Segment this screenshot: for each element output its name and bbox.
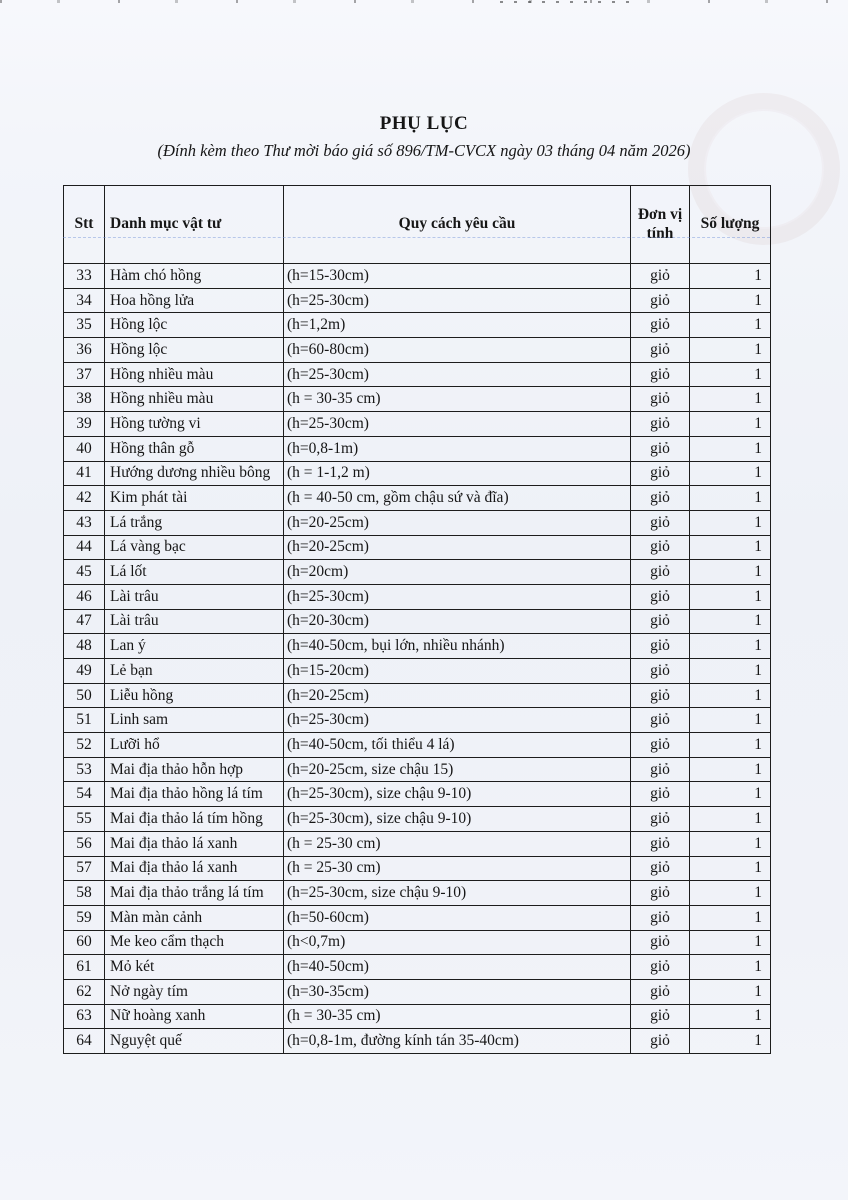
table-row [64,412,771,437]
cell-unit: giỏ [631,856,690,881]
cell-unit: giỏ [631,979,690,1004]
cell-stt: 55 [64,807,105,832]
cell-quantity: 1 [690,683,771,708]
cell-unit: giỏ [631,930,690,955]
cell-spec: (h = 40-50 cm, gồm chậu sứ và đĩa) [284,486,631,511]
cell-stt: 59 [64,905,105,930]
cell-unit: giỏ [631,264,690,289]
cell-name: Mai địa thảo trắng lá tím [105,881,284,906]
cell-quantity: 1 [690,1004,771,1029]
table-row [64,338,771,363]
cell-name: Hồng lộc [105,313,284,338]
cell-spec: (h=20-30cm) [284,609,631,634]
cell-unit: giỏ [631,288,690,313]
cell-quantity: 1 [690,955,771,980]
cell-quantity: 1 [690,412,771,437]
table-row [64,905,771,930]
table-row [64,387,771,412]
cell-name: Lá trắng [105,510,284,535]
cell-spec: (h=25-30cm) [284,362,631,387]
cell-name: Mai địa thảo lá xanh [105,856,284,881]
cell-spec: (h=25-30cm) [284,708,631,733]
cell-unit: giỏ [631,609,690,634]
cell-spec: (h = 1-1,2 m) [284,461,631,486]
cell-stt: 53 [64,757,105,782]
cell-quantity: 1 [690,881,771,906]
cell-unit: giỏ [631,881,690,906]
table-row [64,782,771,807]
cell-quantity: 1 [690,461,771,486]
table-row [64,264,771,289]
cell-stt: 60 [64,930,105,955]
cell-stt: 43 [64,510,105,535]
table-row [64,733,771,758]
cell-unit: giỏ [631,634,690,659]
cell-quantity: 1 [690,338,771,363]
cell-spec: (h<0,7m) [284,930,631,955]
cell-unit: giỏ [631,905,690,930]
cell-name: Hồng tường vi [105,412,284,437]
cell-name: Hồng nhiều màu [105,362,284,387]
cell-quantity: 1 [690,584,771,609]
header-unit: Đơn vị tính [631,186,690,264]
cell-spec: (h = 30-35 cm) [284,1004,631,1029]
table-row [64,560,771,585]
cell-name: Màn màn cảnh [105,905,284,930]
cell-quantity: 1 [690,313,771,338]
cell-quantity: 1 [690,659,771,684]
cell-spec: (h=25-30cm), size chậu 9-10) [284,807,631,832]
cell-spec: (h=15-30cm) [284,264,631,289]
cell-quantity: 1 [690,609,771,634]
cell-spec: (h=30-35cm) [284,979,631,1004]
cell-quantity: 1 [690,856,771,881]
cell-quantity: 1 [690,979,771,1004]
cell-stt: 58 [64,881,105,906]
cell-quantity: 1 [690,535,771,560]
cell-spec: (h=20-25cm) [284,683,631,708]
cell-stt: 49 [64,659,105,684]
scan-noise-top-edge [0,0,848,3]
cell-name: Mai địa thảo hỗn hợp [105,757,284,782]
cell-name: Hồng nhiều màu [105,387,284,412]
table-row [64,708,771,733]
cell-quantity: 1 [690,930,771,955]
cell-stt: 64 [64,1029,105,1054]
table-row [64,683,771,708]
cell-stt: 61 [64,955,105,980]
cell-stt: 56 [64,831,105,856]
cell-unit: giỏ [631,535,690,560]
cell-spec: (h=25-30cm, size chậu 9-10) [284,881,631,906]
table-row [64,659,771,684]
cell-stt: 33 [64,264,105,289]
cell-quantity: 1 [690,560,771,585]
cell-stt: 63 [64,1004,105,1029]
table-body [64,264,771,1054]
cell-name: Lá vàng bạc [105,535,284,560]
cell-unit: giỏ [631,683,690,708]
cell-stt: 46 [64,584,105,609]
cell-spec: (h=25-30cm) [284,288,631,313]
cell-name: Nguyệt quế [105,1029,284,1054]
cell-unit: giỏ [631,486,690,511]
page-title: PHỤ LỤC [379,113,469,134]
table-row [64,930,771,955]
cell-stt: 57 [64,856,105,881]
cell-unit: giỏ [631,831,690,856]
table-row [64,881,771,906]
cell-name: Hoa hồng lửa [105,288,284,313]
cell-name: Mai địa thảo lá tím hồng [105,807,284,832]
cell-name: Hàm chó hồng [105,264,284,289]
cell-unit: giỏ [631,1004,690,1029]
cell-quantity: 1 [690,362,771,387]
cell-spec: (h=15-20cm) [284,659,631,684]
table-row [64,831,771,856]
cell-stt: 48 [64,634,105,659]
cell-name: Linh sam [105,708,284,733]
cell-quantity: 1 [690,264,771,289]
cell-spec: (h=25-30cm) [284,584,631,609]
cell-unit: giỏ [631,362,690,387]
cell-name: Lẻ bạn [105,659,284,684]
cell-stt: 35 [64,313,105,338]
cell-stt: 39 [64,412,105,437]
cell-quantity: 1 [690,708,771,733]
cell-name: Kim phát tài [105,486,284,511]
cell-stt: 36 [64,338,105,363]
cell-quantity: 1 [690,1029,771,1054]
header-quantity: Số lượng [690,186,771,264]
table-row [64,436,771,461]
cell-name: Nở ngày tím [105,979,284,1004]
cell-quantity: 1 [690,905,771,930]
cell-quantity: 1 [690,807,771,832]
cell-name: Hồng thân gỗ [105,436,284,461]
header-stt: Stt [64,186,105,264]
cell-unit: giỏ [631,461,690,486]
cell-name: Lài trâu [105,609,284,634]
table-row [64,856,771,881]
cell-name: Lan ý [105,634,284,659]
cell-unit: giỏ [631,436,690,461]
cell-quantity: 1 [690,782,771,807]
cell-unit: giỏ [631,757,690,782]
cell-spec: (h=25-30cm) [284,412,631,437]
cell-name: Mai địa thảo lá xanh [105,831,284,856]
cell-spec: (h = 25-30 cm) [284,856,631,881]
cell-spec: (h=20-25cm, size chậu 15) [284,757,631,782]
cell-unit: giỏ [631,807,690,832]
cell-quantity: 1 [690,387,771,412]
materials-table [63,185,771,1054]
cell-spec: (h=20-25cm) [284,535,631,560]
table-row [64,535,771,560]
cell-stt: 51 [64,708,105,733]
cell-stt: 34 [64,288,105,313]
table-row [64,313,771,338]
cell-quantity: 1 [690,831,771,856]
cell-spec: (h=25-30cm), size chậu 9-10) [284,782,631,807]
cell-stt: 42 [64,486,105,511]
table-row [64,609,771,634]
cell-name: Lá lốt [105,560,284,585]
cell-unit: giỏ [631,584,690,609]
table-row [64,510,771,535]
cell-stt: 52 [64,733,105,758]
table-header [64,186,771,264]
page-subtitle: (Đính kèm theo Thư mời báo giá số 896/TM-CVCX ngày 03 tháng 04 năm 2026) [157,141,691,160]
cell-name: Hồng lộc [105,338,284,363]
cell-unit: giỏ [631,708,690,733]
cell-stt: 54 [64,782,105,807]
table-row [64,288,771,313]
cell-spec: (h=0,8-1m, đường kính tán 35-40cm) [284,1029,631,1054]
table-row [64,461,771,486]
cell-unit: giỏ [631,338,690,363]
cell-unit: giỏ [631,313,690,338]
cell-stt: 38 [64,387,105,412]
cell-unit: giỏ [631,1029,690,1054]
cell-spec: (h=1,2m) [284,313,631,338]
cell-stt: 40 [64,436,105,461]
table-row [64,362,771,387]
cell-name: Mỏ két [105,955,284,980]
cell-name: Nữ hoàng xanh [105,1004,284,1029]
header-spec: Quy cách yêu cầu [284,186,631,264]
cell-spec: (h=0,8-1m) [284,436,631,461]
cell-spec: (h=60-80cm) [284,338,631,363]
cell-quantity: 1 [690,486,771,511]
cell-name: Lài trâu [105,584,284,609]
cell-quantity: 1 [690,288,771,313]
cell-stt: 45 [64,560,105,585]
cell-stt: 41 [64,461,105,486]
cell-stt: 62 [64,979,105,1004]
cell-spec: (h=40-50cm, tối thiểu 4 lá) [284,733,631,758]
cell-quantity: 1 [690,757,771,782]
cell-unit: giỏ [631,412,690,437]
cell-stt: 50 [64,683,105,708]
cell-quantity: 1 [690,733,771,758]
cell-stt: 44 [64,535,105,560]
cell-stt: 37 [64,362,105,387]
cell-unit: giỏ [631,560,690,585]
scan-noise-speckles [500,1,640,3]
cell-spec: (h = 25-30 cm) [284,831,631,856]
table-row [64,1029,771,1054]
table-row [64,486,771,511]
cell-name: Hướng dương nhiều bông [105,461,284,486]
table-row [64,807,771,832]
cell-name: Lưỡi hổ [105,733,284,758]
cell-spec: (h = 30-35 cm) [284,387,631,412]
cell-spec: (h=40-50cm) [284,955,631,980]
cell-spec: (h=40-50cm, bụi lớn, nhiều nhánh) [284,634,631,659]
cell-unit: giỏ [631,510,690,535]
cell-unit: giỏ [631,387,690,412]
cell-name: Me keo cẩm thạch [105,930,284,955]
table-row [64,757,771,782]
cell-spec: (h=50-60cm) [284,905,631,930]
cell-unit: giỏ [631,659,690,684]
cell-unit: giỏ [631,733,690,758]
table-row [64,634,771,659]
cell-name: Mai địa thảo hồng lá tím [105,782,284,807]
table-row [64,1004,771,1029]
cell-unit: giỏ [631,955,690,980]
table-row [64,584,771,609]
cell-name: Liễu hồng [105,683,284,708]
cell-quantity: 1 [690,634,771,659]
cell-unit: giỏ [631,782,690,807]
cell-stt: 47 [64,609,105,634]
cell-quantity: 1 [690,436,771,461]
table-row [64,979,771,1004]
table-row [64,955,771,980]
cell-quantity: 1 [690,510,771,535]
header-name: Danh mục vật tư [105,186,284,264]
cell-spec: (h=20-25cm) [284,510,631,535]
cell-spec: (h=20cm) [284,560,631,585]
